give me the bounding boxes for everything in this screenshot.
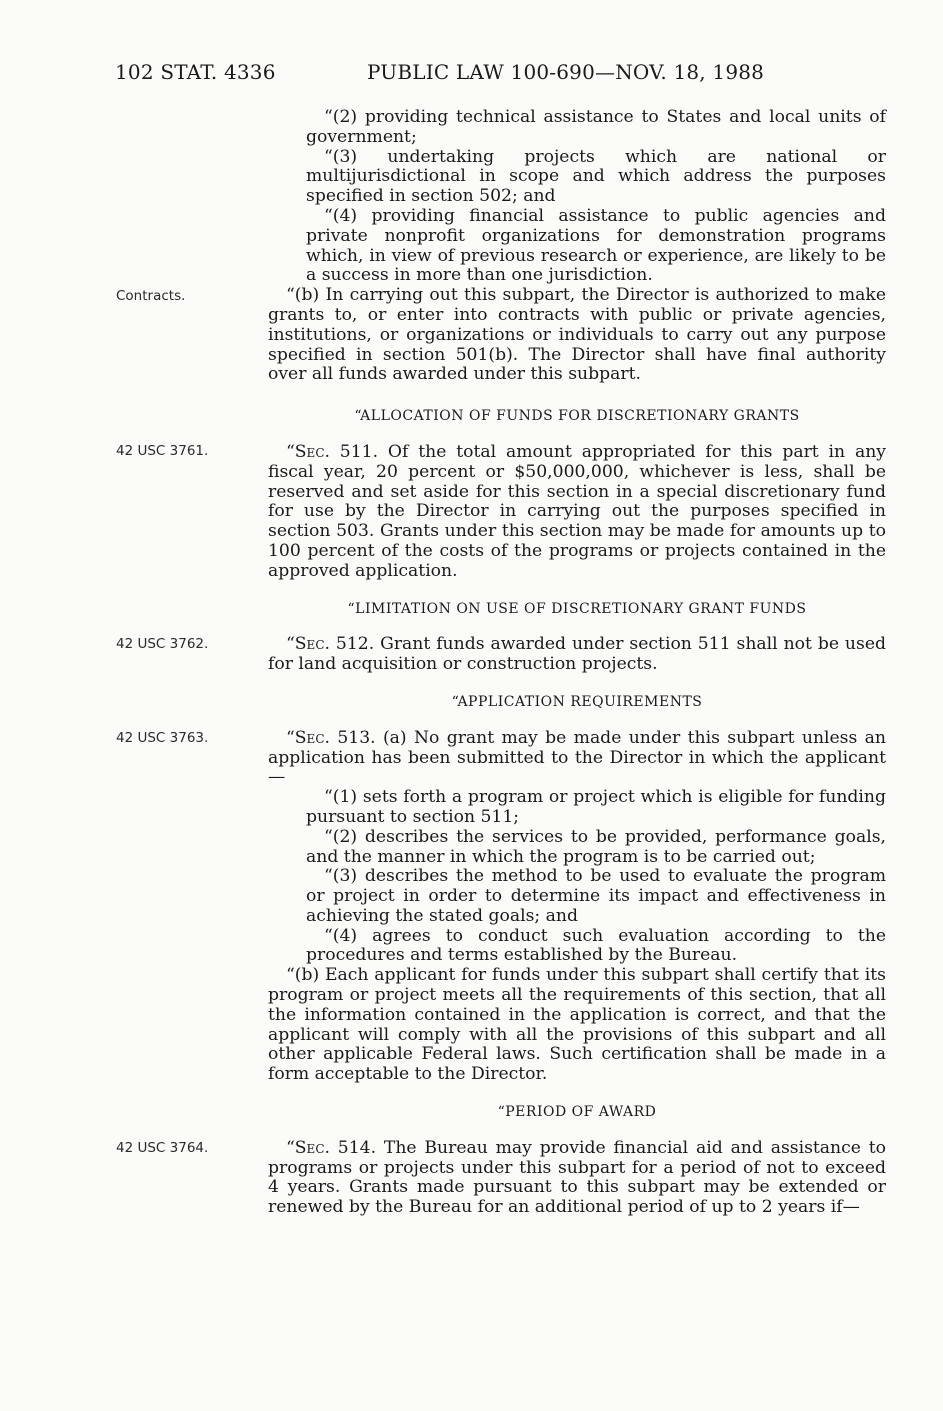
section-heading-511: “ALLOCATION OF FUNDS FOR DISCRETIONARY GRANTS bbox=[354, 408, 800, 425]
public-law-title: PUBLIC LAW 100-690—NOV. 18, 1988 bbox=[367, 60, 765, 84]
paragraph-item-4: “(4) providing financial assistance to public agencies and private nonprofit organizations for demonstration programs which, in view of previous research or experience, are likely to be a success in more than one jurisdiction. bbox=[306, 205, 886, 286]
section-513-label: “Sec. 513. bbox=[286, 727, 376, 748]
margin-note-contracts: Contracts. bbox=[116, 288, 186, 304]
section-513-item-1: “(1) sets forth a program or project which is eligible for funding pursuant to section 511; bbox=[306, 787, 886, 827]
section-512-label: “Sec. 512. bbox=[286, 634, 375, 655]
section-514-label: “Sec. 514. bbox=[286, 1137, 377, 1158]
margin-note-usc-3762: 42 USC 3762. bbox=[116, 636, 209, 652]
section-513-item-2: “(2) describes the services to be provided, performance goals, and the manner in which the program is to be carried out; bbox=[306, 826, 886, 867]
section-heading-514: “PERIOD OF AWARD bbox=[497, 1104, 657, 1121]
margin-note-usc-3764: 42 USC 3764. bbox=[116, 1140, 209, 1156]
section-513-item-3: “(3) describes the method to be used to evaluate the program or project in order to determine its impact and effectiveness in achieving the stated goals; and bbox=[306, 866, 886, 926]
section-511-text: Of the total amount appropriated for this part in any fiscal year, 20 percent or $50,000,000, whichever is less, shall be reserved and set aside for this section in a special discretionary fund for use by the Director in carrying out the purposes specified in section 503. Grants under this section may be made for amounts up to 100 percent of the costs of the programs or projects contained in the approved application. bbox=[268, 441, 886, 581]
document-body bbox=[268, 108, 886, 1218]
section-512 bbox=[268, 635, 886, 675]
section-511-label: “Sec. 511. bbox=[286, 441, 379, 462]
section-511 bbox=[268, 443, 886, 582]
section-heading-512: “LIMITATION ON USE OF DISCRETIONARY GRANT FUNDS bbox=[347, 600, 807, 617]
paragraph-item-2: “(2) providing technical assistance to States and local units of government; bbox=[306, 107, 886, 147]
margin-note-usc-3761: 42 USC 3761. bbox=[116, 443, 209, 459]
section-513-item-4: “(4) agrees to conduct such evaluation according to the procedures and terms established by the Bureau. bbox=[306, 925, 886, 966]
margin-note-usc-3763: 42 USC 3763. bbox=[116, 730, 209, 746]
section-513-text: (a) No grant may be made under this subpart unless an application has been submitted to the Director in which the applicant— bbox=[268, 727, 886, 788]
section-513-subsection-b: “(b) Each applicant for funds under this subpart shall certify that its program or project meets all the requirements of this section, that all the information contained in the application is correct, and that the applicant will comply with all the provisions of this subpart and all other applicable Federal laws. Such certification shall be made in a form acceptable to the Director. bbox=[268, 965, 886, 1085]
section-513 bbox=[268, 729, 886, 788]
section-heading-513: “APPLICATION REQUIREMENTS bbox=[451, 693, 703, 710]
section-514-text: The Bureau may provide financial aid and assistance to programs or projects under this subpart for a period of not to exceed 4 years. Grants made pursuant to this subpart may be extended or renewed by the Bureau for an additional period of up to 2 years if— bbox=[268, 1137, 886, 1218]
section-512-text: Grant funds awarded under section 511 shall not be used for land acquisition or construction projects. bbox=[268, 634, 886, 675]
paragraph-item-3: “(3) undertaking projects which are national or multijurisdictional in scope and which address the purposes specified in section 502; and bbox=[306, 146, 886, 207]
section-514 bbox=[268, 1139, 886, 1218]
paragraph-subsection-b: “(b) In carrying out this subpart, the Director is authorized to make grants to, or enter into contracts with public or private agencies, institutions, or organizations or individuals to carry out any purpose specified in section 501(b). The Director shall have final authority over all funds awarded under this subpart. bbox=[268, 285, 886, 385]
statute-page-number: 102 STAT. 4336 bbox=[115, 60, 276, 84]
